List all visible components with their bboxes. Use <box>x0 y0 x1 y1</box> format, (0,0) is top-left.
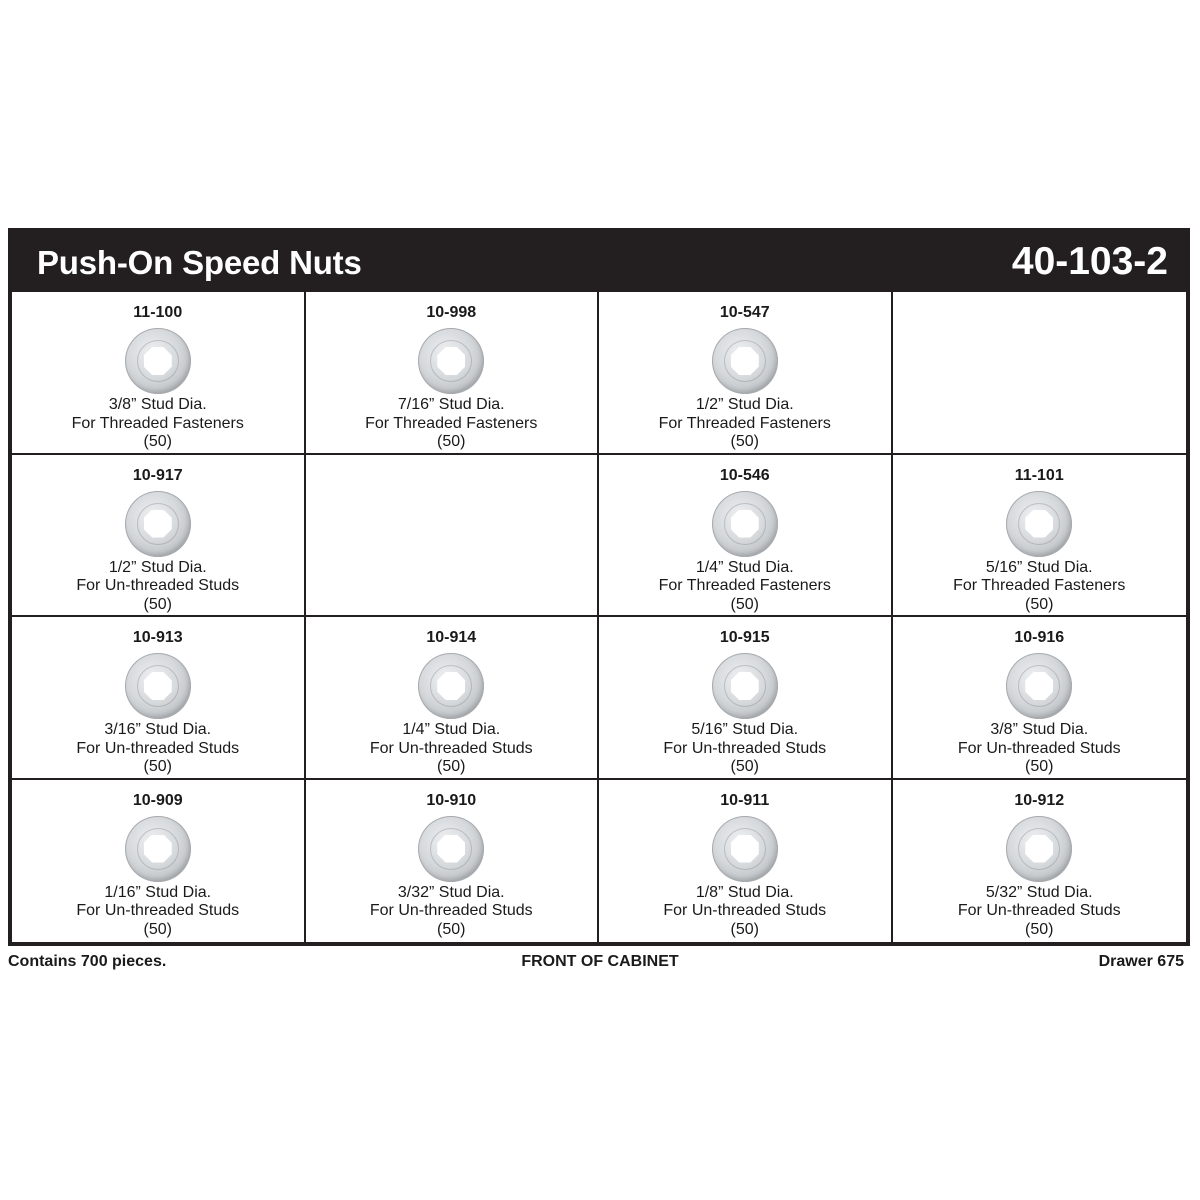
page-title: Push-On Speed Nuts <box>37 244 362 281</box>
nut-hole <box>731 672 759 700</box>
compartment <box>599 780 893 943</box>
stud-diameter: 5/32” Stud Dia. <box>985 883 1093 901</box>
quantity: (50) <box>437 433 466 450</box>
compartment <box>893 780 1187 943</box>
stud-diameter: 3/16” Stud Dia. <box>104 721 212 738</box>
part-description <box>306 396 598 452</box>
part-description <box>893 721 1187 777</box>
fastener-type: For Threaded Fasteners <box>365 414 538 432</box>
nut-hole <box>731 835 759 863</box>
push-on-speed-nut-icon <box>418 653 484 719</box>
part-description <box>306 884 598 940</box>
push-on-speed-nut-icon <box>1006 653 1072 719</box>
push-on-speed-nut-icon <box>1006 816 1072 882</box>
quantity: (50) <box>143 433 172 450</box>
stud-diameter: 3/8” Stud Dia. <box>990 721 1089 738</box>
part-number: 10-909 <box>132 791 183 809</box>
drawer-number: Drawer 675 <box>1098 953 1184 970</box>
fastener-type: For Un-threaded Studs <box>76 902 240 919</box>
part-number: 10-546 <box>719 466 770 484</box>
stud-diameter: 1/2” Stud Dia. <box>108 558 207 576</box>
push-on-speed-nut-icon <box>712 328 778 394</box>
nut-hole <box>437 347 465 375</box>
nut-hole <box>731 510 759 538</box>
nut-hole <box>437 835 465 863</box>
stud-diameter: 1/4” Stud Dia. <box>695 558 794 576</box>
part-number: 11-100 <box>133 304 183 321</box>
fastener-type: For Threaded Fasteners <box>658 577 831 594</box>
part-description <box>893 559 1187 615</box>
quantity: (50) <box>1025 758 1054 775</box>
stud-diameter: 1/8” Stud Dia. <box>695 883 794 901</box>
stud-diameter: 3/8” Stud Dia. <box>108 396 207 413</box>
quantity: (50) <box>143 920 172 938</box>
compartment-grid <box>12 292 1186 942</box>
fastener-type: For Un-threaded Studs <box>663 739 827 757</box>
compartment <box>599 292 893 455</box>
fastener-type: For Un-threaded Studs <box>369 902 533 919</box>
compartment <box>12 292 306 455</box>
quantity: (50) <box>437 758 466 775</box>
part-number: 10-915 <box>719 629 770 646</box>
quantity: (50) <box>437 920 466 938</box>
part-number: 10-912 <box>1014 791 1065 809</box>
part-number: 10-916 <box>1014 629 1065 646</box>
push-on-speed-nut-icon <box>712 653 778 719</box>
fastener-type: For Un-threaded Studs <box>957 902 1121 919</box>
part-description <box>599 884 891 940</box>
compartment <box>306 617 600 780</box>
stud-diameter: 5/16” Stud Dia. <box>985 558 1093 576</box>
part-description <box>599 396 891 452</box>
part-number: 10-913 <box>132 629 183 646</box>
piece-count: Contains 700 pieces. <box>8 953 167 970</box>
part-number: 10-910 <box>426 791 477 809</box>
quantity: (50) <box>143 758 172 775</box>
quantity: (50) <box>143 595 172 613</box>
push-on-speed-nut-icon <box>418 816 484 882</box>
quantity: (50) <box>1025 595 1054 613</box>
compartment <box>893 617 1187 780</box>
stud-diameter: 1/2” Stud Dia. <box>695 396 794 413</box>
part-description <box>306 721 598 777</box>
fastener-type: For Un-threaded Studs <box>663 902 827 919</box>
part-description <box>12 884 304 940</box>
push-on-speed-nut-icon <box>418 328 484 394</box>
nut-hole <box>144 835 172 863</box>
fastener-type: For Threaded Fasteners <box>71 414 244 432</box>
fastener-type: For Un-threaded Studs <box>369 739 533 757</box>
nut-hole <box>144 510 172 538</box>
push-on-speed-nut-icon <box>125 491 191 557</box>
quantity: (50) <box>730 433 759 450</box>
part-description <box>12 559 304 615</box>
cabinet-front-note: FRONT OF CABINET <box>521 953 679 970</box>
nut-hole <box>144 347 172 375</box>
fastener-type: For Un-threaded Studs <box>957 739 1121 757</box>
compartment <box>306 292 600 455</box>
kit-number: 40-103-2 <box>1011 240 1168 283</box>
quantity: (50) <box>1025 920 1054 938</box>
compartment-empty <box>893 292 1187 455</box>
compartment <box>599 455 893 618</box>
part-description <box>12 396 304 452</box>
header-bar <box>12 232 1186 292</box>
stud-diameter: 1/4” Stud Dia. <box>402 721 501 738</box>
push-on-speed-nut-icon <box>1006 491 1072 557</box>
part-description <box>599 559 891 615</box>
stud-diameter: 5/16” Stud Dia. <box>691 721 799 738</box>
compartment <box>12 617 306 780</box>
part-number: 11-101 <box>1014 466 1064 484</box>
stud-diameter: 3/32” Stud Dia. <box>397 883 505 901</box>
stud-diameter: 1/16” Stud Dia. <box>104 883 212 901</box>
nut-hole <box>144 672 172 700</box>
part-number: 10-911 <box>720 791 770 809</box>
quantity: (50) <box>730 758 759 775</box>
compartment <box>306 780 600 943</box>
stud-diameter: 7/16” Stud Dia. <box>397 396 505 413</box>
nut-hole <box>731 347 759 375</box>
nut-hole <box>437 672 465 700</box>
compartment <box>12 780 306 943</box>
fastener-type: For Threaded Fasteners <box>953 577 1126 594</box>
fastener-type: For Un-threaded Studs <box>76 577 240 594</box>
compartment-empty <box>306 455 600 618</box>
push-on-speed-nut-icon <box>125 816 191 882</box>
part-number: 10-547 <box>719 304 770 321</box>
compartment <box>12 455 306 618</box>
quantity: (50) <box>730 595 759 613</box>
part-description <box>12 721 304 777</box>
drawer-label-card <box>8 228 1190 946</box>
part-number: 10-917 <box>132 466 183 484</box>
part-description <box>599 721 891 777</box>
push-on-speed-nut-icon <box>125 653 191 719</box>
push-on-speed-nut-icon <box>712 491 778 557</box>
quantity: (50) <box>730 920 759 938</box>
push-on-speed-nut-icon <box>712 816 778 882</box>
part-number: 10-914 <box>426 629 477 646</box>
part-description <box>893 884 1187 940</box>
compartment <box>599 617 893 780</box>
push-on-speed-nut-icon <box>125 328 191 394</box>
part-number: 10-998 <box>426 304 477 321</box>
fastener-type: For Un-threaded Studs <box>76 739 240 757</box>
fastener-type: For Threaded Fasteners <box>658 414 831 432</box>
compartment <box>893 455 1187 618</box>
